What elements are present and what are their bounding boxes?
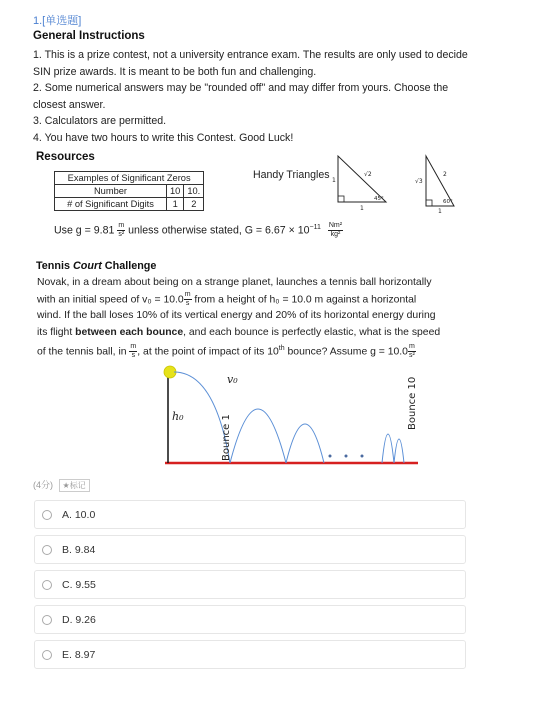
option-b[interactable] bbox=[34, 535, 466, 564]
resources-title: Resources bbox=[36, 151, 95, 163]
instructions-list bbox=[33, 47, 473, 147]
constants-line bbox=[54, 222, 343, 239]
problem-text: , at the point of impact of its 10 bbox=[137, 346, 279, 358]
table-cell: # of Significant Digits bbox=[55, 198, 167, 211]
bounce-arc bbox=[230, 409, 286, 463]
speed-unit-fraction bbox=[184, 291, 192, 308]
radio-button[interactable] bbox=[42, 580, 52, 590]
bounce-arc bbox=[286, 424, 324, 463]
table-cell: Number bbox=[55, 185, 167, 198]
option-a[interactable] bbox=[34, 500, 466, 529]
option-value: 9.26 bbox=[75, 613, 96, 626]
ellipsis-dot bbox=[329, 455, 332, 458]
g-unit-fraction bbox=[408, 343, 416, 360]
ellipsis-dot bbox=[345, 455, 348, 458]
triangle2-angle-label: 60° bbox=[443, 199, 453, 205]
problem-title bbox=[36, 260, 156, 272]
problem-text: with an initial speed of v₀ = 10.0 bbox=[37, 294, 184, 306]
problem-text: from a height of h₀ = 10.0 m against a horizontal bbox=[191, 294, 417, 306]
title-part: Tennis bbox=[36, 260, 73, 272]
option-e[interactable] bbox=[34, 640, 466, 669]
problem-text: of the tennis ball, in bbox=[37, 346, 130, 358]
problem-line bbox=[37, 341, 465, 361]
option-value: 9.84 bbox=[74, 543, 96, 556]
v0-label: v₀ bbox=[227, 373, 238, 386]
score-label: (4分) bbox=[33, 480, 53, 490]
G-unit-fraction bbox=[328, 222, 343, 239]
instructions-title: General Instructions bbox=[33, 30, 145, 42]
handy-triangles-label: Handy Triangles bbox=[253, 169, 330, 181]
bounce-arc bbox=[394, 439, 404, 463]
bounce10-label: Bounce 10 bbox=[407, 376, 418, 430]
table-cell: 10. bbox=[184, 185, 204, 198]
handy-triangles-figure bbox=[330, 152, 470, 214]
significant-zeros-table bbox=[54, 171, 204, 211]
fraction-denominator: s² bbox=[118, 231, 125, 238]
superscript: th bbox=[278, 344, 285, 352]
right-angle-marker bbox=[426, 200, 432, 206]
triangle2-hyp-label: 2 bbox=[443, 171, 447, 178]
triangle1-base-label: 1 bbox=[360, 205, 364, 212]
title-part-italic: Court bbox=[73, 260, 102, 272]
radio-button[interactable] bbox=[42, 510, 52, 520]
instruction-line: 1. This is a prize contest, not a university entrance exam. The results are only used to decide SIN prize awards. It is meant to be both fun and challenging. bbox=[33, 49, 468, 78]
radio-button[interactable] bbox=[42, 615, 52, 625]
triangle2-leg-label: √3 bbox=[415, 178, 423, 185]
option-value: 10.0 bbox=[74, 508, 96, 521]
option-value: 9.55 bbox=[75, 578, 96, 591]
ellipsis-dot bbox=[361, 455, 364, 458]
table-cell: 1 bbox=[167, 198, 184, 211]
fraction-denominator: s bbox=[185, 300, 190, 308]
problem-text-bold: between each bounce bbox=[75, 326, 184, 338]
fraction-numerator: m bbox=[184, 291, 191, 299]
option-letter: B. bbox=[62, 543, 72, 556]
problem-line: Novak, in a dream about being on a strange planet, launches a tennis ball horizontally bbox=[37, 277, 432, 288]
table-caption: Examples of Significant Zeros bbox=[55, 172, 204, 185]
option-value: 8.97 bbox=[74, 648, 96, 661]
fraction-numerator: m bbox=[118, 222, 125, 229]
question-meta bbox=[33, 478, 90, 492]
question-number: 1.[单选题] bbox=[33, 15, 82, 27]
g-value-text: Use g = 9.81 bbox=[54, 224, 115, 237]
option-letter: D. bbox=[62, 613, 73, 626]
instruction-line: 3. Calculators are permitted. bbox=[33, 115, 167, 128]
problem-text: its flight bbox=[37, 326, 76, 338]
option-d[interactable] bbox=[34, 605, 466, 634]
option-letter: E. bbox=[62, 648, 72, 661]
fraction-denominator: s² bbox=[408, 351, 415, 359]
G-exponent: −11 bbox=[309, 223, 321, 231]
radio-button[interactable] bbox=[42, 650, 52, 660]
table-row bbox=[55, 185, 204, 198]
fraction-numerator: m bbox=[130, 342, 137, 350]
problem-text: , and each bounce is perfectly elastic, what is the speed bbox=[183, 326, 441, 338]
bounce-diagram bbox=[160, 360, 425, 470]
instruction-line: 2. Some numerical answers may be "rounded off" and may differ from yours. Choose the closest answer. bbox=[33, 82, 449, 111]
problem-line: wind. If the ball loses 10% of its vertical energy and 20% of its horizontal energy during bbox=[37, 310, 436, 322]
triangle1-hyp-label: √2 bbox=[364, 171, 372, 178]
option-letter: A. bbox=[62, 508, 72, 521]
title-part: Challenge bbox=[101, 260, 157, 272]
table-cell: 2 bbox=[184, 198, 204, 211]
mark-button[interactable]: ★标记 bbox=[59, 479, 90, 492]
option-c[interactable] bbox=[34, 570, 466, 599]
triangle1-angle-label: 45° bbox=[374, 196, 384, 202]
radio-button[interactable] bbox=[42, 545, 52, 555]
fraction-denominator: kg² bbox=[330, 231, 341, 238]
problem-statement bbox=[37, 275, 465, 360]
triangle2-base-label: 1 bbox=[438, 208, 442, 214]
h0-label: h₀ bbox=[172, 410, 184, 423]
fraction-denominator: s bbox=[131, 351, 136, 359]
fraction-numerator: Nm² bbox=[328, 222, 343, 229]
G-value-text: unless otherwise stated, G = 6.67 × 10 bbox=[128, 224, 310, 237]
table-cell: 10 bbox=[167, 185, 184, 198]
table-row bbox=[55, 198, 204, 211]
problem-line bbox=[37, 325, 465, 341]
fraction-numerator: m bbox=[408, 342, 415, 350]
option-letter: C. bbox=[62, 578, 73, 591]
instruction-line: 4. You have two hours to write this Contest. Good Luck! bbox=[33, 131, 294, 144]
problem-text: bounce? Assume g = 10.0 bbox=[284, 346, 408, 358]
g-unit-fraction bbox=[117, 222, 125, 239]
bounce1-label: Bounce 1 bbox=[221, 414, 232, 461]
problem-line bbox=[37, 291, 465, 308]
triangle1-leg-label: 1 bbox=[332, 177, 336, 184]
right-angle-marker bbox=[338, 196, 344, 202]
bounce-arc bbox=[382, 434, 394, 463]
